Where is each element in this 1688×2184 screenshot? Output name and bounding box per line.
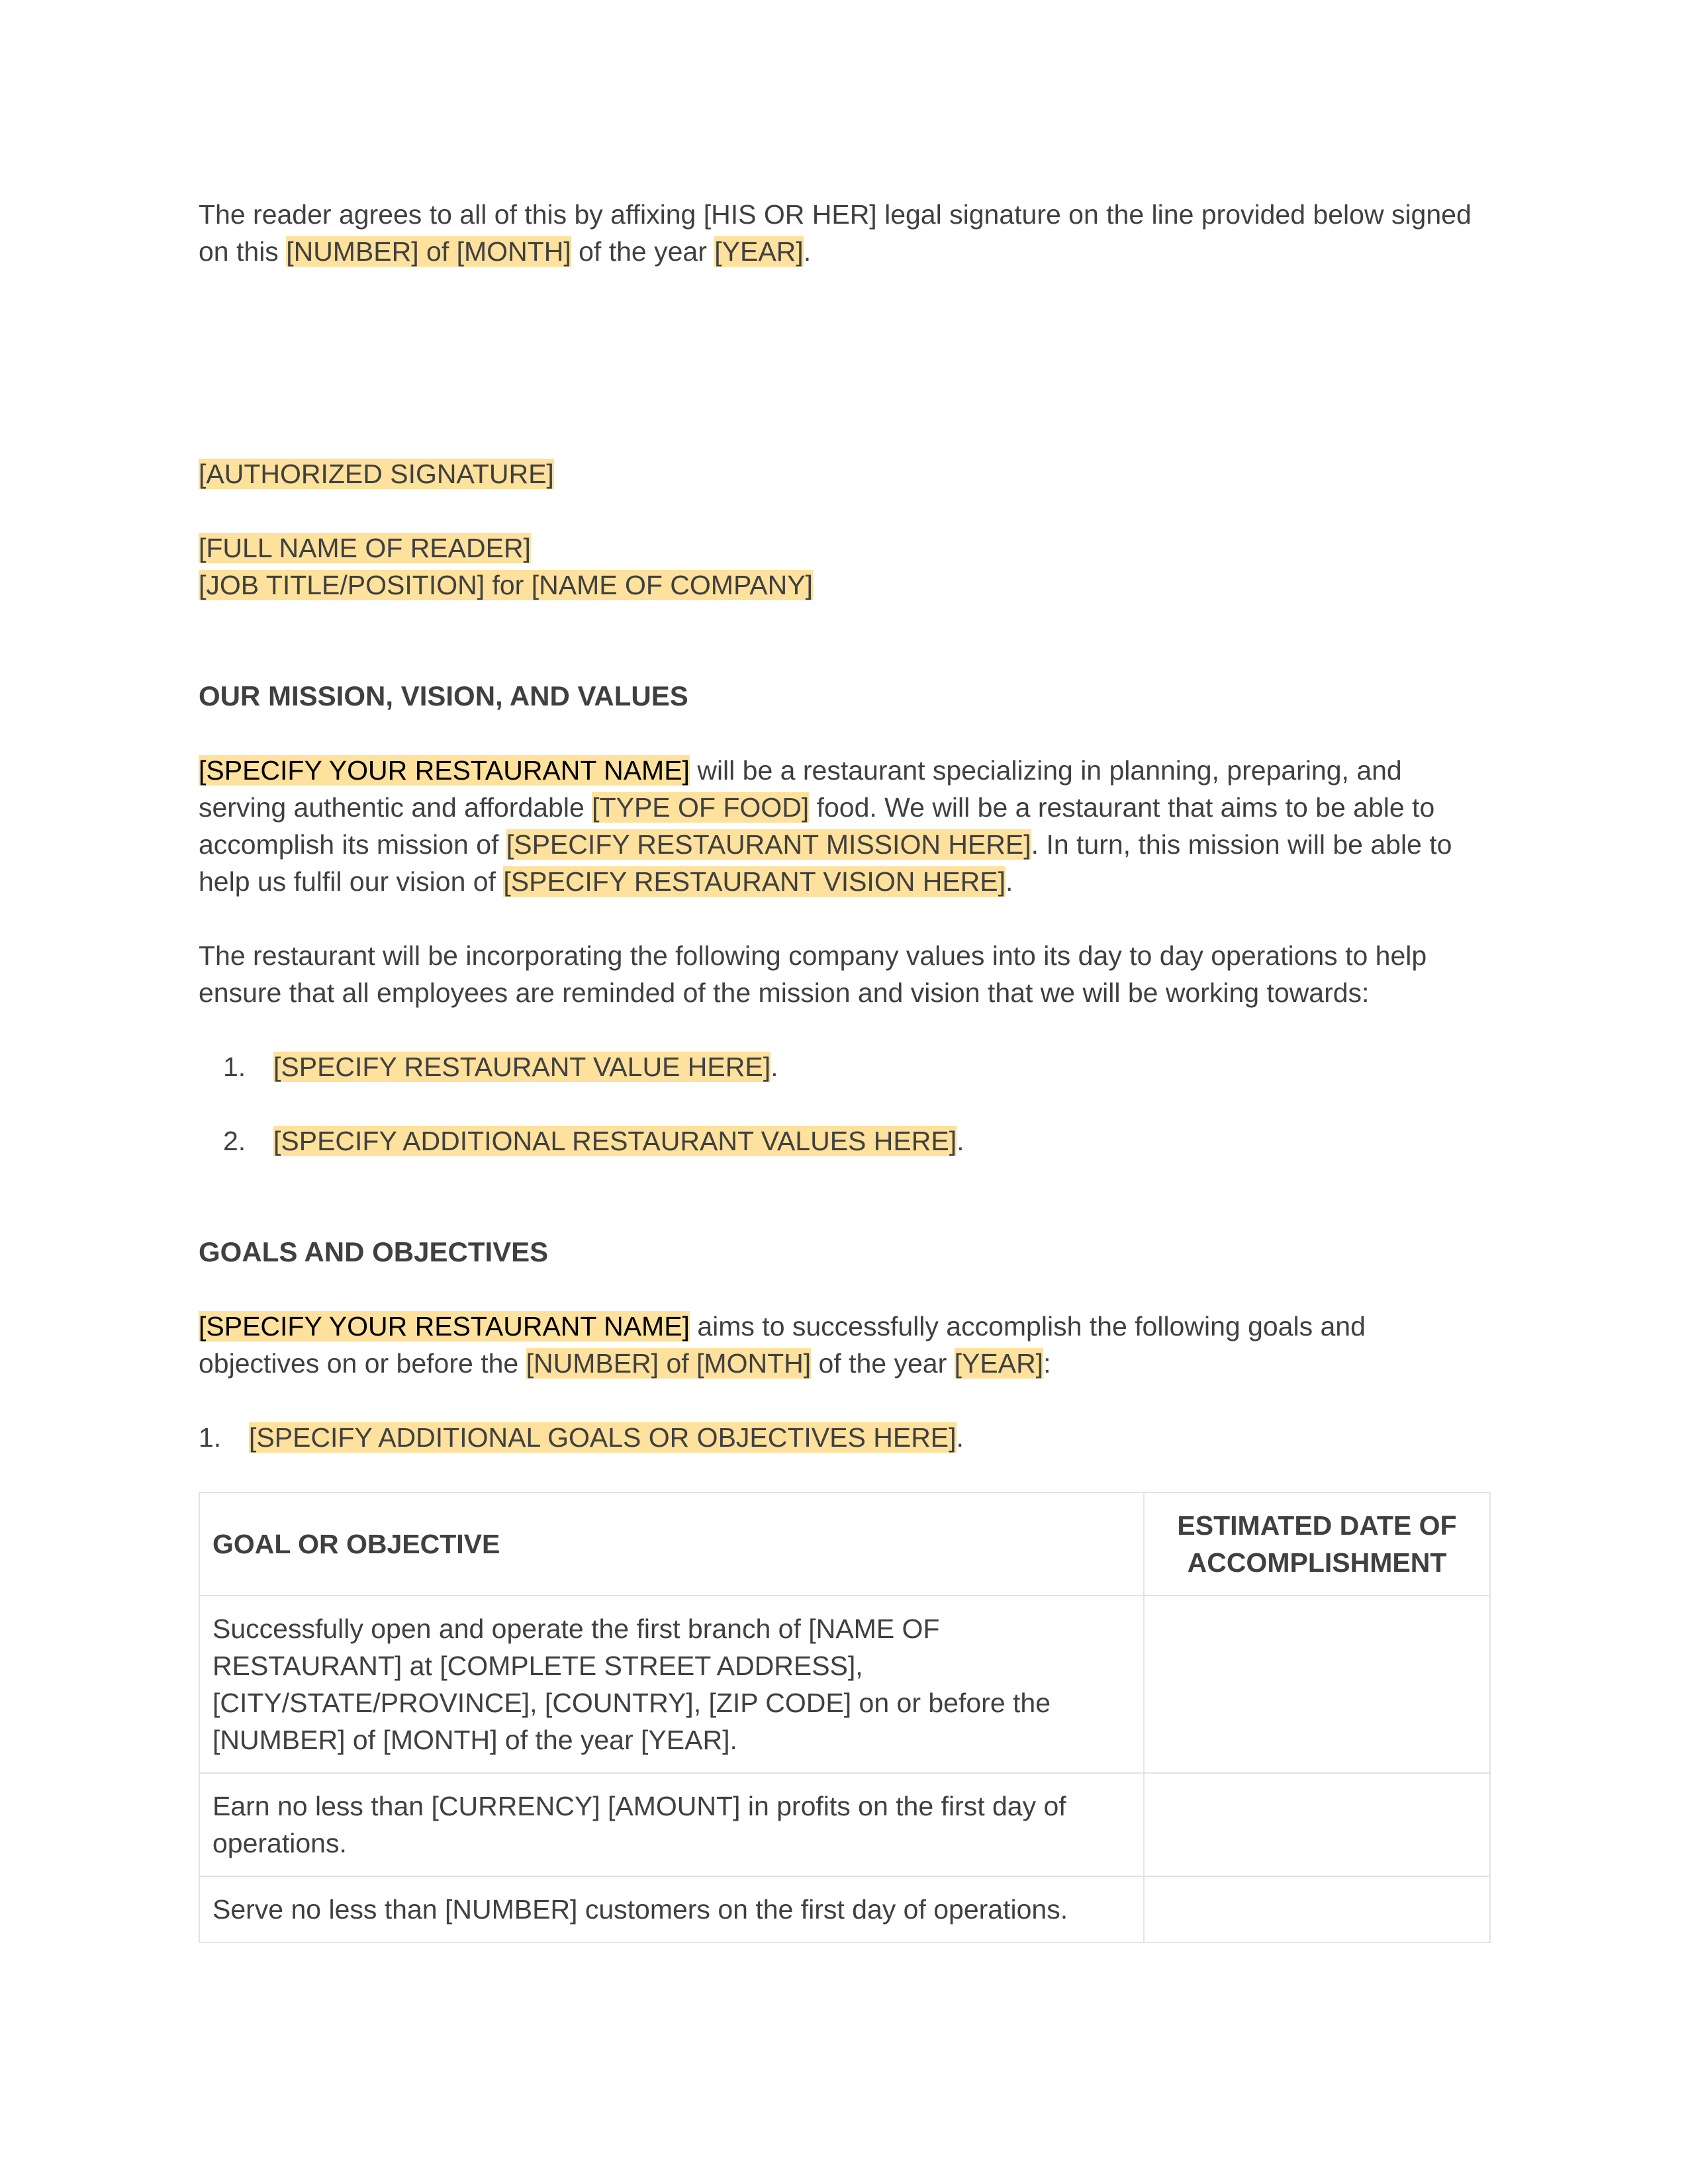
authorized-signature-placeholder: [AUTHORIZED SIGNATURE] xyxy=(199,459,554,489)
goals-text: of the year xyxy=(811,1348,955,1379)
list-item xyxy=(199,1419,1489,1456)
signature-space xyxy=(199,270,1489,455)
values-list xyxy=(199,1048,1489,1160)
table-header-row xyxy=(199,1492,1490,1596)
goals-list xyxy=(199,1419,1489,1456)
date-placeholder: [NUMBER] of [MONTH] xyxy=(526,1348,812,1379)
list-number: 1. xyxy=(199,1422,222,1453)
goals-paragraph xyxy=(199,1308,1489,1382)
goals-table xyxy=(199,1492,1491,1943)
punctuation: : xyxy=(1043,1348,1051,1379)
table-row xyxy=(199,1876,1490,1942)
punctuation: . xyxy=(803,236,812,267)
reader-name-placeholder: [FULL NAME OF READER] xyxy=(199,533,531,563)
value-placeholder: [SPECIFY ADDITIONAL RESTAURANT VALUES HERE] xyxy=(273,1126,957,1156)
agreement-text: The reader agrees to all of this by affixing [HIS OR HER] legal signature on the line provided below signed on this xyxy=(199,199,1472,267)
goal-placeholder: [SPECIFY ADDITIONAL GOALS OR OBJECTIVES HERE] xyxy=(249,1422,957,1453)
list-number: 1. xyxy=(223,1052,246,1082)
agreement-text: of the year xyxy=(571,236,715,267)
goals-heading: GOALS AND OBJECTIVES xyxy=(199,1236,549,1267)
table-row xyxy=(199,1596,1490,1773)
food-type-placeholder: [TYPE OF FOOD] xyxy=(592,792,810,823)
date-cell xyxy=(1144,1773,1490,1876)
mission-text: . In turn, this mission will be able to help us fulfil our vision of xyxy=(199,829,1452,897)
mission-heading: OUR MISSION, VISION, AND VALUES xyxy=(199,680,688,711)
table-row xyxy=(199,1773,1490,1876)
goal-column-header: GOAL OR OBJECTIVE xyxy=(199,1492,1144,1596)
date-column-header: ESTIMATED DATE OF ACCOMPLISHMENT xyxy=(1144,1492,1490,1596)
punctuation: . xyxy=(956,1422,964,1453)
mission-paragraph xyxy=(199,752,1489,900)
goal-cell: Serve no less than [NUMBER] customers on the first day of operations. xyxy=(199,1876,1144,1942)
list-number: 2. xyxy=(223,1126,246,1156)
goals-text: aims to successfully accomplish the following goals and objectives on or before the xyxy=(199,1311,1366,1379)
reader-name-line xyxy=(199,529,1489,567)
punctuation: . xyxy=(1006,866,1013,897)
values-intro-paragraph: The restaurant will be incorporating the following company values into its day to day operations to help ensure that all employees are reminded of the mission and vision that we will be working towards: xyxy=(199,940,1427,1008)
punctuation: . xyxy=(957,1126,964,1156)
goal-cell: Successfully open and operate the first branch of [NAME OF RESTAURANT] at [COMPLETE STREET ADDRESS], [CITY/STATE/PROVINCE], [COUNTRY], [ZIP CODE] on or before the [NUMBER] of [MONTH] of the year [YEAR]. xyxy=(199,1596,1144,1773)
value-placeholder: [SPECIFY RESTAURANT VALUE HERE] xyxy=(273,1052,771,1082)
vision-placeholder: [SPECIFY RESTAURANT VISION HERE] xyxy=(503,866,1006,897)
list-item xyxy=(199,1048,1489,1085)
year-placeholder: [YEAR] xyxy=(954,1348,1044,1379)
mission-text: will be a restaurant specializing in planning, preparing, and serving authentic and affordable xyxy=(199,755,1402,823)
goal-cell: Earn no less than [CURRENCY] [AMOUNT] in profits on the first day of operations. xyxy=(199,1773,1144,1876)
agreement-paragraph xyxy=(199,196,1489,270)
date-cell xyxy=(1144,1596,1490,1773)
job-title-line xyxy=(199,567,1489,604)
restaurant-name-placeholder: [SPECIFY YOUR RESTAURANT NAME] xyxy=(199,1311,690,1342)
year-placeholder: [YEAR] xyxy=(714,236,804,267)
mission-text: food. We will be a restaurant that aims to be able to accomplish its mission of xyxy=(199,792,1435,860)
mission-placeholder: [SPECIFY RESTAURANT MISSION HERE] xyxy=(506,829,1031,860)
list-spacer xyxy=(199,1085,1489,1122)
date-cell xyxy=(1144,1876,1490,1942)
authorized-signature-line xyxy=(199,455,1489,492)
job-title-placeholder: [JOB TITLE/POSITION] for [NAME OF COMPANY] xyxy=(199,570,813,600)
restaurant-name-placeholder: [SPECIFY YOUR RESTAURANT NAME] xyxy=(199,755,690,786)
list-item xyxy=(199,1122,1489,1160)
document-content xyxy=(199,196,1489,1943)
date-placeholder: [NUMBER] of [MONTH] xyxy=(286,236,571,267)
punctuation: . xyxy=(771,1052,778,1082)
